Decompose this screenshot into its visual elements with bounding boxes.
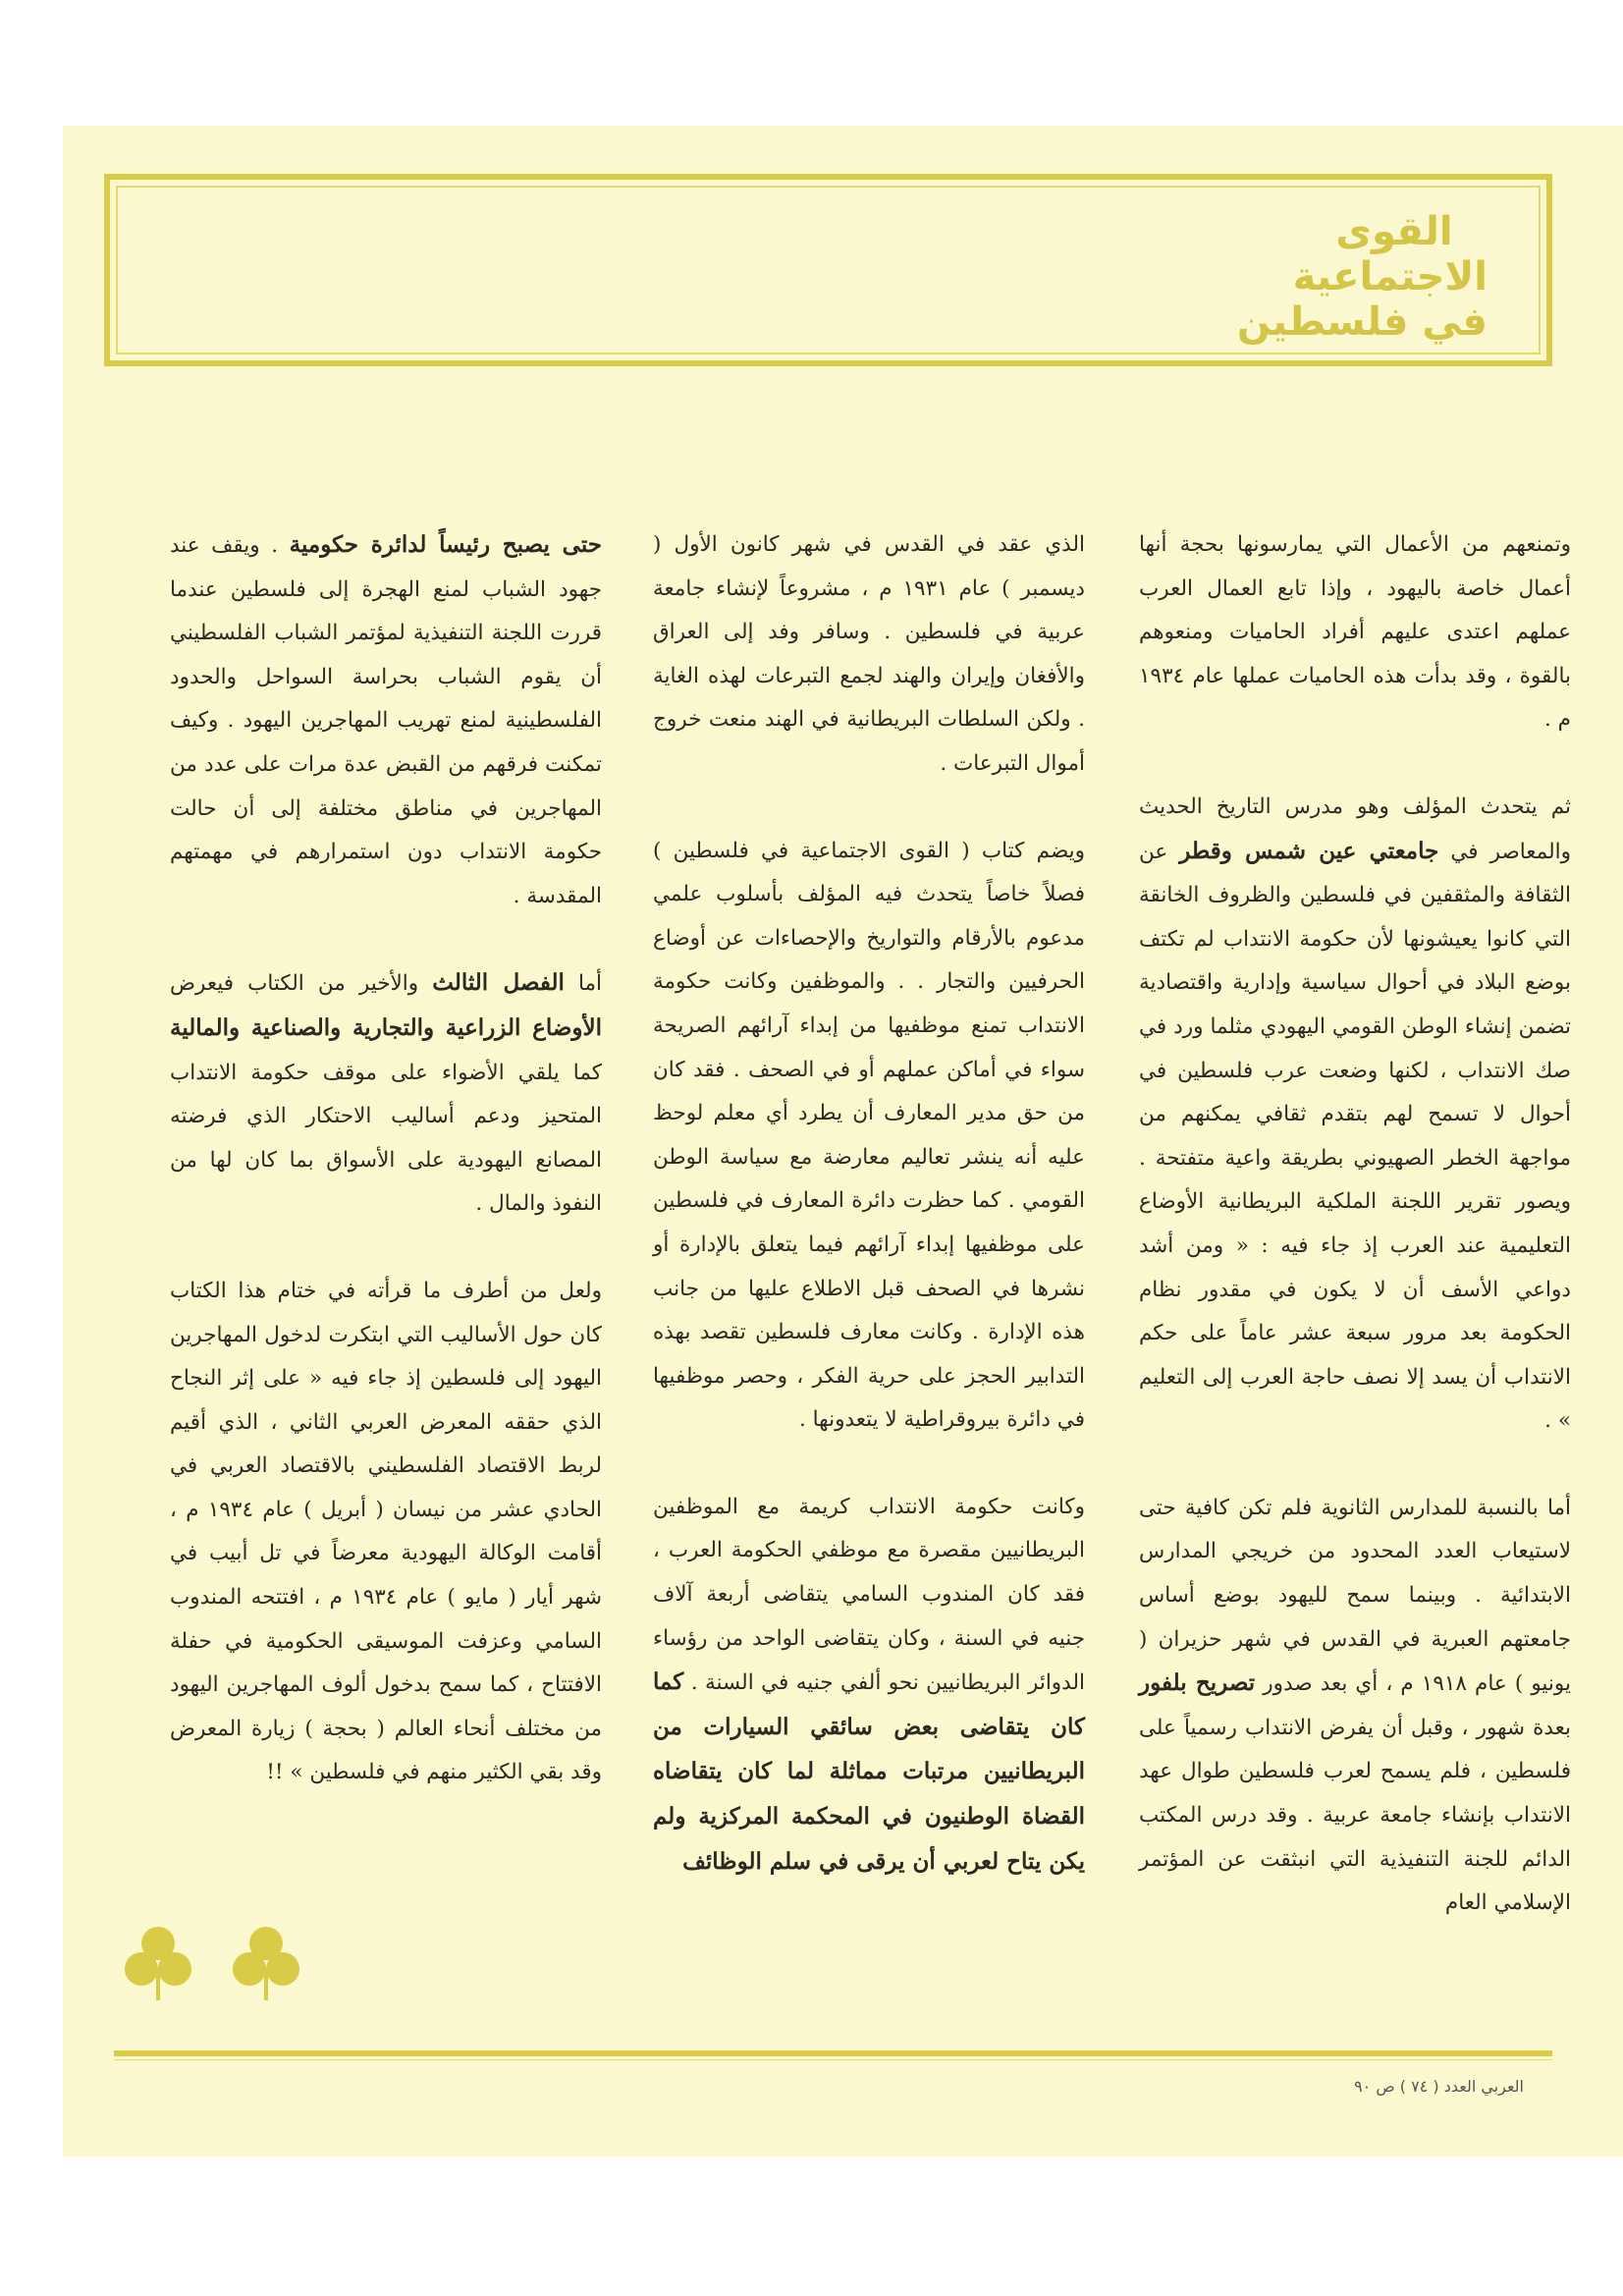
- paragraph: وكانت حكومة الانتداب كريمة مع الموظفين البريطانيين مقصرة مع موظفي الحكومة العرب ، فقد كان المندوب السامي يتقاضى أربعة آلاف جنيه في السنة ، وكان يتقاضى الواحد من رؤساء الدوائر البريطانيين نحو ألفي جنيه في السنة . كما كان يتقاضى بعض سائقي السيارات من البريطانيين مرتبات مماثلة لما كان يتقاضاه القضاة الوطنيون في المحكمة المركزية ولم يكن يتاح لعربي أن يرقى في سلم الوظائف: [653, 1494, 1085, 1875]
- title-line-3: في فلسطين: [1236, 300, 1488, 345]
- emphasis-text: الأوضاع الزراعية والتجارية والصناعية والمالية: [170, 1013, 602, 1041]
- emphasis-text: الفصل الثالث: [432, 969, 565, 997]
- trefoil-ornament-icon: [104, 1910, 330, 2008]
- footer-rule: [114, 2050, 1552, 2056]
- magazine-page: [63, 126, 1623, 2157]
- paragraph: وتمنعهم من الأعمال التي يمارسونها بحجة أنها أعمال خاصة باليهود ، وإذا تابع العمال العرب عملهم اعتدى عليهم أفراد الحاميات ومنعوهم بالقوة ، وقد بدأت هذه الحاميات عملها عام ١٩٣٤ م .: [1139, 532, 1571, 733]
- page-folio: العربي العدد ( ٧٤ ) ص ٩٠: [1354, 2077, 1524, 2096]
- emphasis-text: جامعتي عين شمس وقطر: [1179, 837, 1439, 864]
- emphasis-text: حتى يصبح رئيساً لدائرة حكومية: [289, 531, 602, 558]
- article-title: [1236, 209, 1488, 345]
- emphasis-text: تصريح بلفور: [1139, 1669, 1256, 1697]
- paragraph: حتى يصبح رئيساً لدائرة حكومية . ويقف عند جهود الشباب لمنع الهجرة إلى فلسطين عندما قررت اللجنة التنفيذية لمؤتمر الشباب الفلسطيني أن يقوم الشباب بحراسة السواحل والحدود الفلسطينية لمنع تهريب المهاجرين اليهود . وكيف تمكنت فرقهم من القبض عدة مرات على عدد من المهاجرين في مناطق مختلفة إلى أن حالت حكومة الانتداب دون استمرارهم في مهمتهم المقدسة .: [170, 531, 602, 908]
- paragraph: أما بالنسبة للمدارس الثانوية فلم تكن كافية حتى لاستيعاب العدد المحدود من خريجي المدارس الابتدائية . وبينما سمح لليهود بوضع أساس جامعتهم العبرية في القدس في شهر حزيران ( يونيو ) عام ١٩١٨ م ، أي بعد صدور تصريح بلفور بعدة شهور ، وقبل أن يفرض الانتداب رسمياً على فلسطين ، فلم يسمح لعرب فلسطين طوال عهد الانتداب بإنشاء جامعة عربية . وقد درس المكتب الدائم للجنة التنفيذية التي انبثقت عن المؤتمر الإسلامي العام: [1139, 1495, 1571, 1916]
- title-line-2: الاجتماعية: [1292, 254, 1488, 300]
- paragraph: الذي عقد في القدس في شهر كانون الأول ( ديسمبر ) عام ١٩٣١ م ، مشروعاً لإنشاء جامعة عربية في فلسطين . وسافر وفد إلى العراق والأفغان وإيران والهند لجمع التبرعات لهذه الغاية . ولكن السلطات البريطانية في الهند منعت خروج أموال التبرعات .: [653, 532, 1085, 776]
- paragraph: ثم يتحدث المؤلف وهو مدرس التاريخ الحديث والمعاصر في جامعتي عين شمس وقطر عن الثقافة والمثقفين في فلسطين والظروف الخانقة التي كانوا يعيشونها لأن حكومة الانتداب لم تكتف بوضع البلاد في أحوال سياسية وإدارية واقتصادية تضمن إنشاء الوطن القومي اليهودي مثلما ورد في صك الانتداب ، لكنها وضعت عرب فلسطين في أحوال لا تسمح لهم بتقدم ثقافي يمكنهم من مواجهة الخطر الصهيوني بطريقة واعية متفتحة . ويصور تقرير اللجنة الملكية البريطانية الأوضاع التعليمية عند العرب إذ جاء فيه : « ومن أشد دواعي الأسف أن لا يكون في مقدور نظام الحكومة بعد مرور سبعة عشر عاماً على حكم الانتداب أن يسد إلا نصف حاجة العرب إلى التعليم » .: [1139, 793, 1571, 1434]
- paragraph: أما الفصل الثالث والأخير من الكتاب فيعرض الأوضاع الزراعية والتجارية والصناعية والمالية كما يلقي الأضواء على موقف حكومة الانتداب المتحيز ودعم أساليب الاحتكار الذي فرضته المصانع اليهودية على الأسواق بما كان لها من النفوذ والمال .: [170, 969, 603, 1217]
- column-middle: [653, 523, 1085, 1885]
- title-line-1: القوى: [1335, 209, 1453, 254]
- emphasis-text: كما كان يتقاضى بعض سائقي السيارات من البريطانيين مرتبات مماثلة لما كان يتقاضاه القضاة الوطنيون في المحكمة المركزية ولم يكن يتاح لعربي أن يرقى في سلم الوظائف: [653, 1668, 1085, 1875]
- column-right: [1139, 523, 1571, 1926]
- column-left: [170, 523, 602, 1795]
- paragraph: ولعل من أطرف ما قرأته في ختام هذا الكتاب كان حول الأساليب التي ابتكرت لدخول المهاجرين اليهود إلى فلسطين إذ جاء فيه « على إثر النجاح الذي حققه المعرض العربي الثاني ، الذي أقيم لربط الاقتصاد الفلسطيني بالاقتصاد العربي في الحادي عشر من نيسان ( أبريل ) عام ١٩٣٤ م ، أقامت الوكالة اليهودية معرضاً في تل أبيب في شهر أيار ( مايو ) عام ١٩٣٤ م ، افتتحه المندوب السامي وعزفت الموسيقى الحكومية في حفلة الافتتاح ، كما سمح بدخول ألوف المهاجرين اليهود من مختلف أنحاء العالم ( بحجة ) زيارة المعرض وقد بقي الكثير منهم في فلسطين » !!: [170, 1278, 602, 1785]
- paragraph: ويضم كتاب ( القوى الاجتماعية في فلسطين ) فصلاً خاصاً يتحدث فيه المؤلف بأسلوب علمي مدعوم بالأرقام والتواريخ والإحصاءات عن أوضاع الحرفيين والتجار . . والموظفين وكانت حكومة الانتداب تمنع موظفيها من إبداء آرائهم الصريحة سواء في أماكن عملهم أو في الصحف . فقد كان من حق مدير المعارف أن يطرد أي معلم لوحظ عليه أنه ينشر تعاليم معارضة مع سياسة الوطن القومي . كما حظرت دائرة المعارف في فلسطين على موظفيها إبداء آرائهم فيما يتعلق بالإدارة أو نشرها في الصحف قبل الاطلاع عليها من جانب هذه الإدارة . وكانت معارف فلسطين تقصد بهذه التدابير الحجز على حرية الفكر ، وحصر موظفيها في دائرة بيروقراطية لا يتعدونها .: [653, 838, 1085, 1433]
- header-frame: [104, 174, 1552, 366]
